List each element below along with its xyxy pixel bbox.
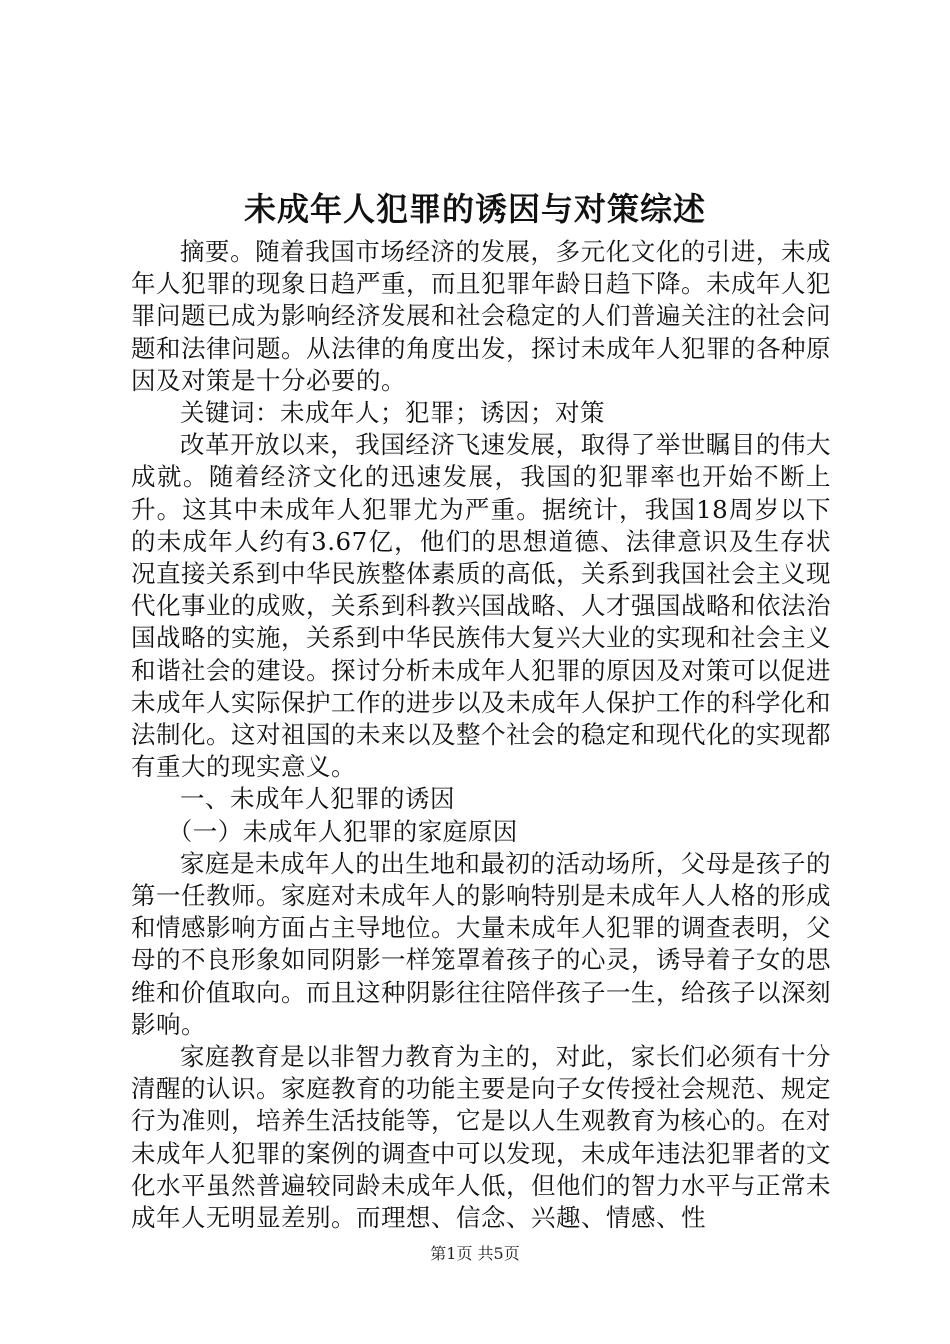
intro-paragraph: 改革开放以来，我国经济飞速发展，取得了举世瞩目的伟大成就。随着经济文化的迅速发展，我国的犯罪率也开始不断上升。这其中未成年人犯罪尤为严重。据统计，我国18周岁以下的未成年人约有3.67亿，他们的思想道德、法律意识及生存状况直接关系到中华民族整体素质的高低，关系到我国社会主义现代化事业的成败，关系到科教兴国战略、人才强国战略和依法治国战略的实施，关系到中华民族伟大复兴大业的实现和社会主义和谐社会的建设。探讨分析未成年人犯罪的原因及对策可以促进未成年人实际保护工作的进步以及未成年人保护工作的科学化和法制化。这对祖国的未来以及整个社会的稳定和现代化的实现都有重大的现实意义。 xyxy=(131,430,831,782)
keywords-paragraph: 关键词：未成年人；犯罪；诱因；对策 xyxy=(180,398,605,428)
page-footer: 第1页 共5页 xyxy=(430,1244,520,1263)
document-body xyxy=(131,236,831,1234)
abstract-paragraph: 摘要。随着我国市场经济的发展，多元化文化的引进，未成年人犯罪的现象日趋严重，而且犯罪年龄日趋下降。未成年人犯罪问题已成为影响经济发展和社会稳定的人们普遍关注的社会问题和法律问题。从法律的角度出发，探讨未成年人犯罪的各种原因及对策是十分必要的。 xyxy=(131,237,831,395)
document-title: 未成年人犯罪的诱因与对策综述 xyxy=(243,190,706,228)
section-heading: 一、未成年人犯罪的诱因 xyxy=(180,784,455,814)
body-paragraph: 家庭是未成年人的出生地和最初的活动场所，父母是孩子的第一任教师。家庭对未成年人的影响特别是未成年人人格的形成和情感影响方面占主导地位。大量未成年人犯罪的调查表明，父母的不良形象如同阴影一样笼罩着孩子的心灵，诱导着子女的思维和价值取向。而且这种阴影往往陪伴孩子一生，给孩子以深刻影响。 xyxy=(131,848,831,1039)
body-paragraph: 家庭教育是以非智力教育为主的，对此，家长们必须有十分清醒的认识。家庭教育的功能主要是向子女传授社会规范、规定行为准则，培养生活技能等，它是以人生观教育为核心的。在对未成年人犯罪的案例的调查中可以发现，未成年违法犯罪者的文化水平虽然普遍较同龄未成年人低，但他们的智力水平与正常未成年人无明显差别。而理想、信念、兴趣、情感、性 xyxy=(131,1042,831,1233)
subsection-heading: （一）未成年人犯罪的家庭原因 xyxy=(167,816,518,846)
